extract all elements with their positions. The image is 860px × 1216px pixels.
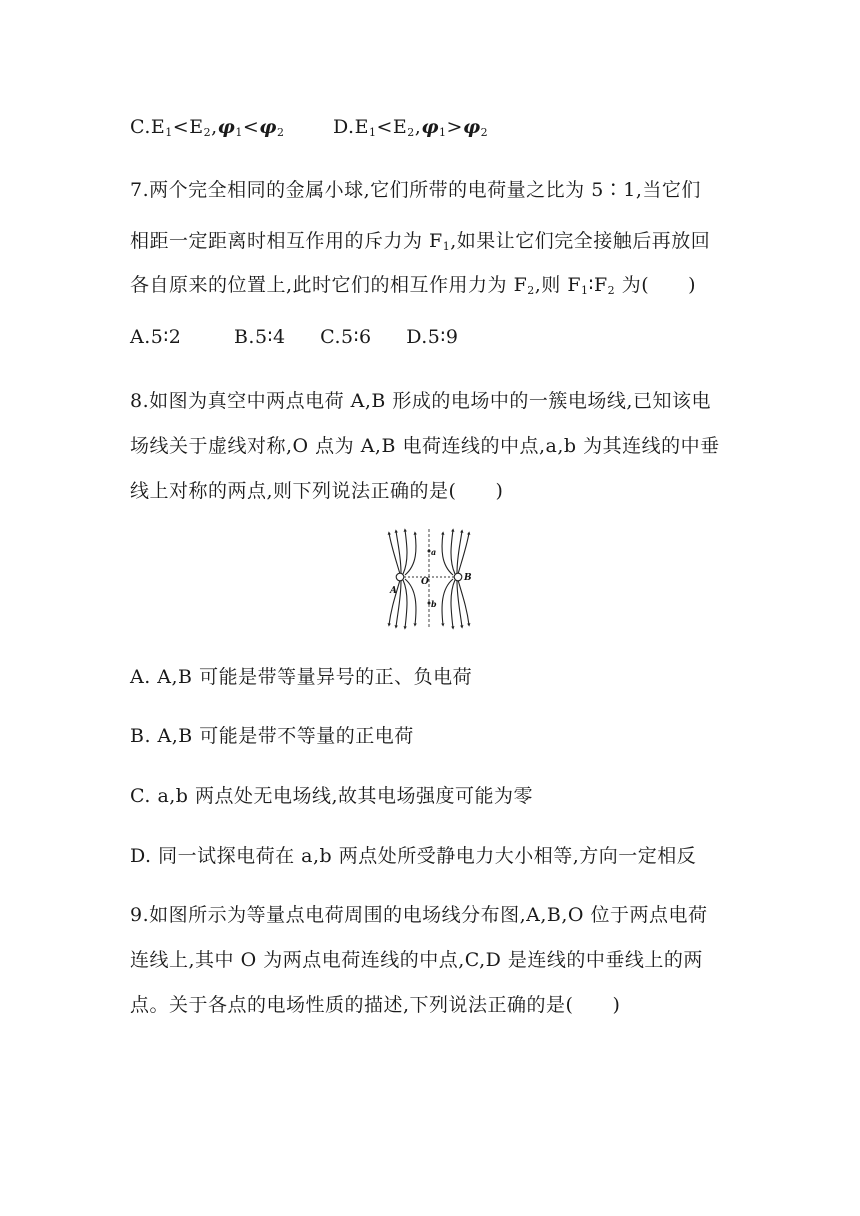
subscript-1: 1: [581, 284, 589, 297]
phi2-symbol: φ: [259, 116, 277, 138]
subscript-1: 1: [368, 126, 377, 139]
q6-option-d-letter: D.: [333, 116, 355, 138]
q6-option-d: [333, 116, 488, 139]
q7-stem-line-2: [130, 226, 710, 253]
charge-b: [454, 573, 462, 581]
q6-option-c: [130, 116, 284, 139]
q7-text: ,则 F: [534, 274, 582, 296]
label-A: A: [390, 586, 397, 596]
subscript-2: 2: [527, 284, 535, 297]
q7-stem-line-1: 7.两个完全相同的金属小球,它们所带的电荷量之比为 5∶1,当它们: [130, 179, 701, 201]
q7-option-c: C.5∶6: [320, 326, 372, 348]
relation-symbol: >: [446, 116, 463, 138]
q8-option-a: A. A,B 可能是带等量异号的正、负电荷: [130, 666, 473, 688]
subscript-1: 1: [442, 240, 451, 253]
relation-symbol: <: [242, 116, 260, 138]
e2-symbol: E: [392, 116, 408, 138]
e1-symbol: E: [354, 116, 369, 138]
q6-option-c-letter: C.: [130, 116, 151, 138]
subscript-1: 1: [235, 126, 243, 139]
q7-text: 各自原来的位置上,此时它们的相互作用力为 F: [130, 274, 528, 296]
q8-stem-line-3: 线上对称的两点,则下列说法正确的是( ): [130, 480, 504, 502]
label-O: O: [421, 577, 429, 587]
q7-option-b: B.5∶4: [233, 326, 286, 348]
subscript-1: 1: [439, 126, 447, 139]
q7-text: ∶F: [588, 274, 608, 296]
subscript-2: 2: [203, 126, 212, 139]
label-B: B: [464, 573, 472, 583]
q7-option-a: A.5∶2: [130, 326, 182, 348]
phi2-symbol: φ: [462, 116, 481, 138]
phi1-symbol: φ: [217, 116, 236, 138]
less-than: <: [172, 116, 190, 138]
q9-stem-line-1: 9.如图所示为等量点电荷周围的电场线分布图,A,B,O 位于两点电荷: [130, 904, 708, 926]
q8-stem-line-1: 8.如图为真空中两点电荷 A,B 形成的电场中的一簇电场线,已知该电: [130, 390, 711, 412]
comma: ,: [414, 116, 422, 138]
q6-options-line: [130, 116, 488, 139]
subscript-2: 2: [276, 126, 285, 139]
e1-symbol: E: [150, 116, 166, 138]
q7-stem-line-3: [130, 270, 696, 297]
subscript-2: 2: [607, 284, 616, 297]
charge-a: [396, 573, 404, 581]
less-than: <: [376, 116, 393, 138]
q8-option-c: C. a,b 两点处无电场线,故其电场强度可能为零: [130, 785, 534, 807]
q7-answer-bracket: 为( ): [615, 274, 697, 296]
q7-text: 相距一定距离时相互作用的斥力为 F: [130, 230, 443, 252]
q8-option-b: B. A,B 可能是带不等量的正电荷: [130, 725, 414, 747]
subscript-2: 2: [480, 126, 489, 139]
phi1-symbol: φ: [421, 116, 440, 138]
label-a: a: [431, 547, 437, 557]
comma: ,: [211, 116, 218, 138]
e2-symbol: E: [189, 116, 204, 138]
q7-option-d: D.5∶9: [406, 326, 459, 348]
q9-stem-line-2: 连线上,其中 O 为两点电荷连线的中点,C,D 是连线的中垂线上的两: [130, 949, 703, 971]
electric-field-lines-figure: [385, 527, 477, 631]
q8-option-d: D. 同一试探电荷在 a,b 两点处所受静电力大小相等,方向一定相反: [130, 845, 697, 867]
q9-stem-line-3: 点。关于各点的电场性质的描述,下列说法正确的是( ): [130, 994, 621, 1016]
q8-stem-line-2: 场线关于虚线对称,O 点为 A,B 电荷连线的中点,a,b 为其连线的中垂: [130, 435, 720, 457]
q7-text: ,如果让它们完全接触后再放回: [450, 230, 711, 252]
label-b: b: [431, 599, 437, 609]
q7-options: [130, 326, 458, 348]
subscript-2: 2: [407, 126, 415, 139]
subscript-1: 1: [165, 126, 173, 139]
